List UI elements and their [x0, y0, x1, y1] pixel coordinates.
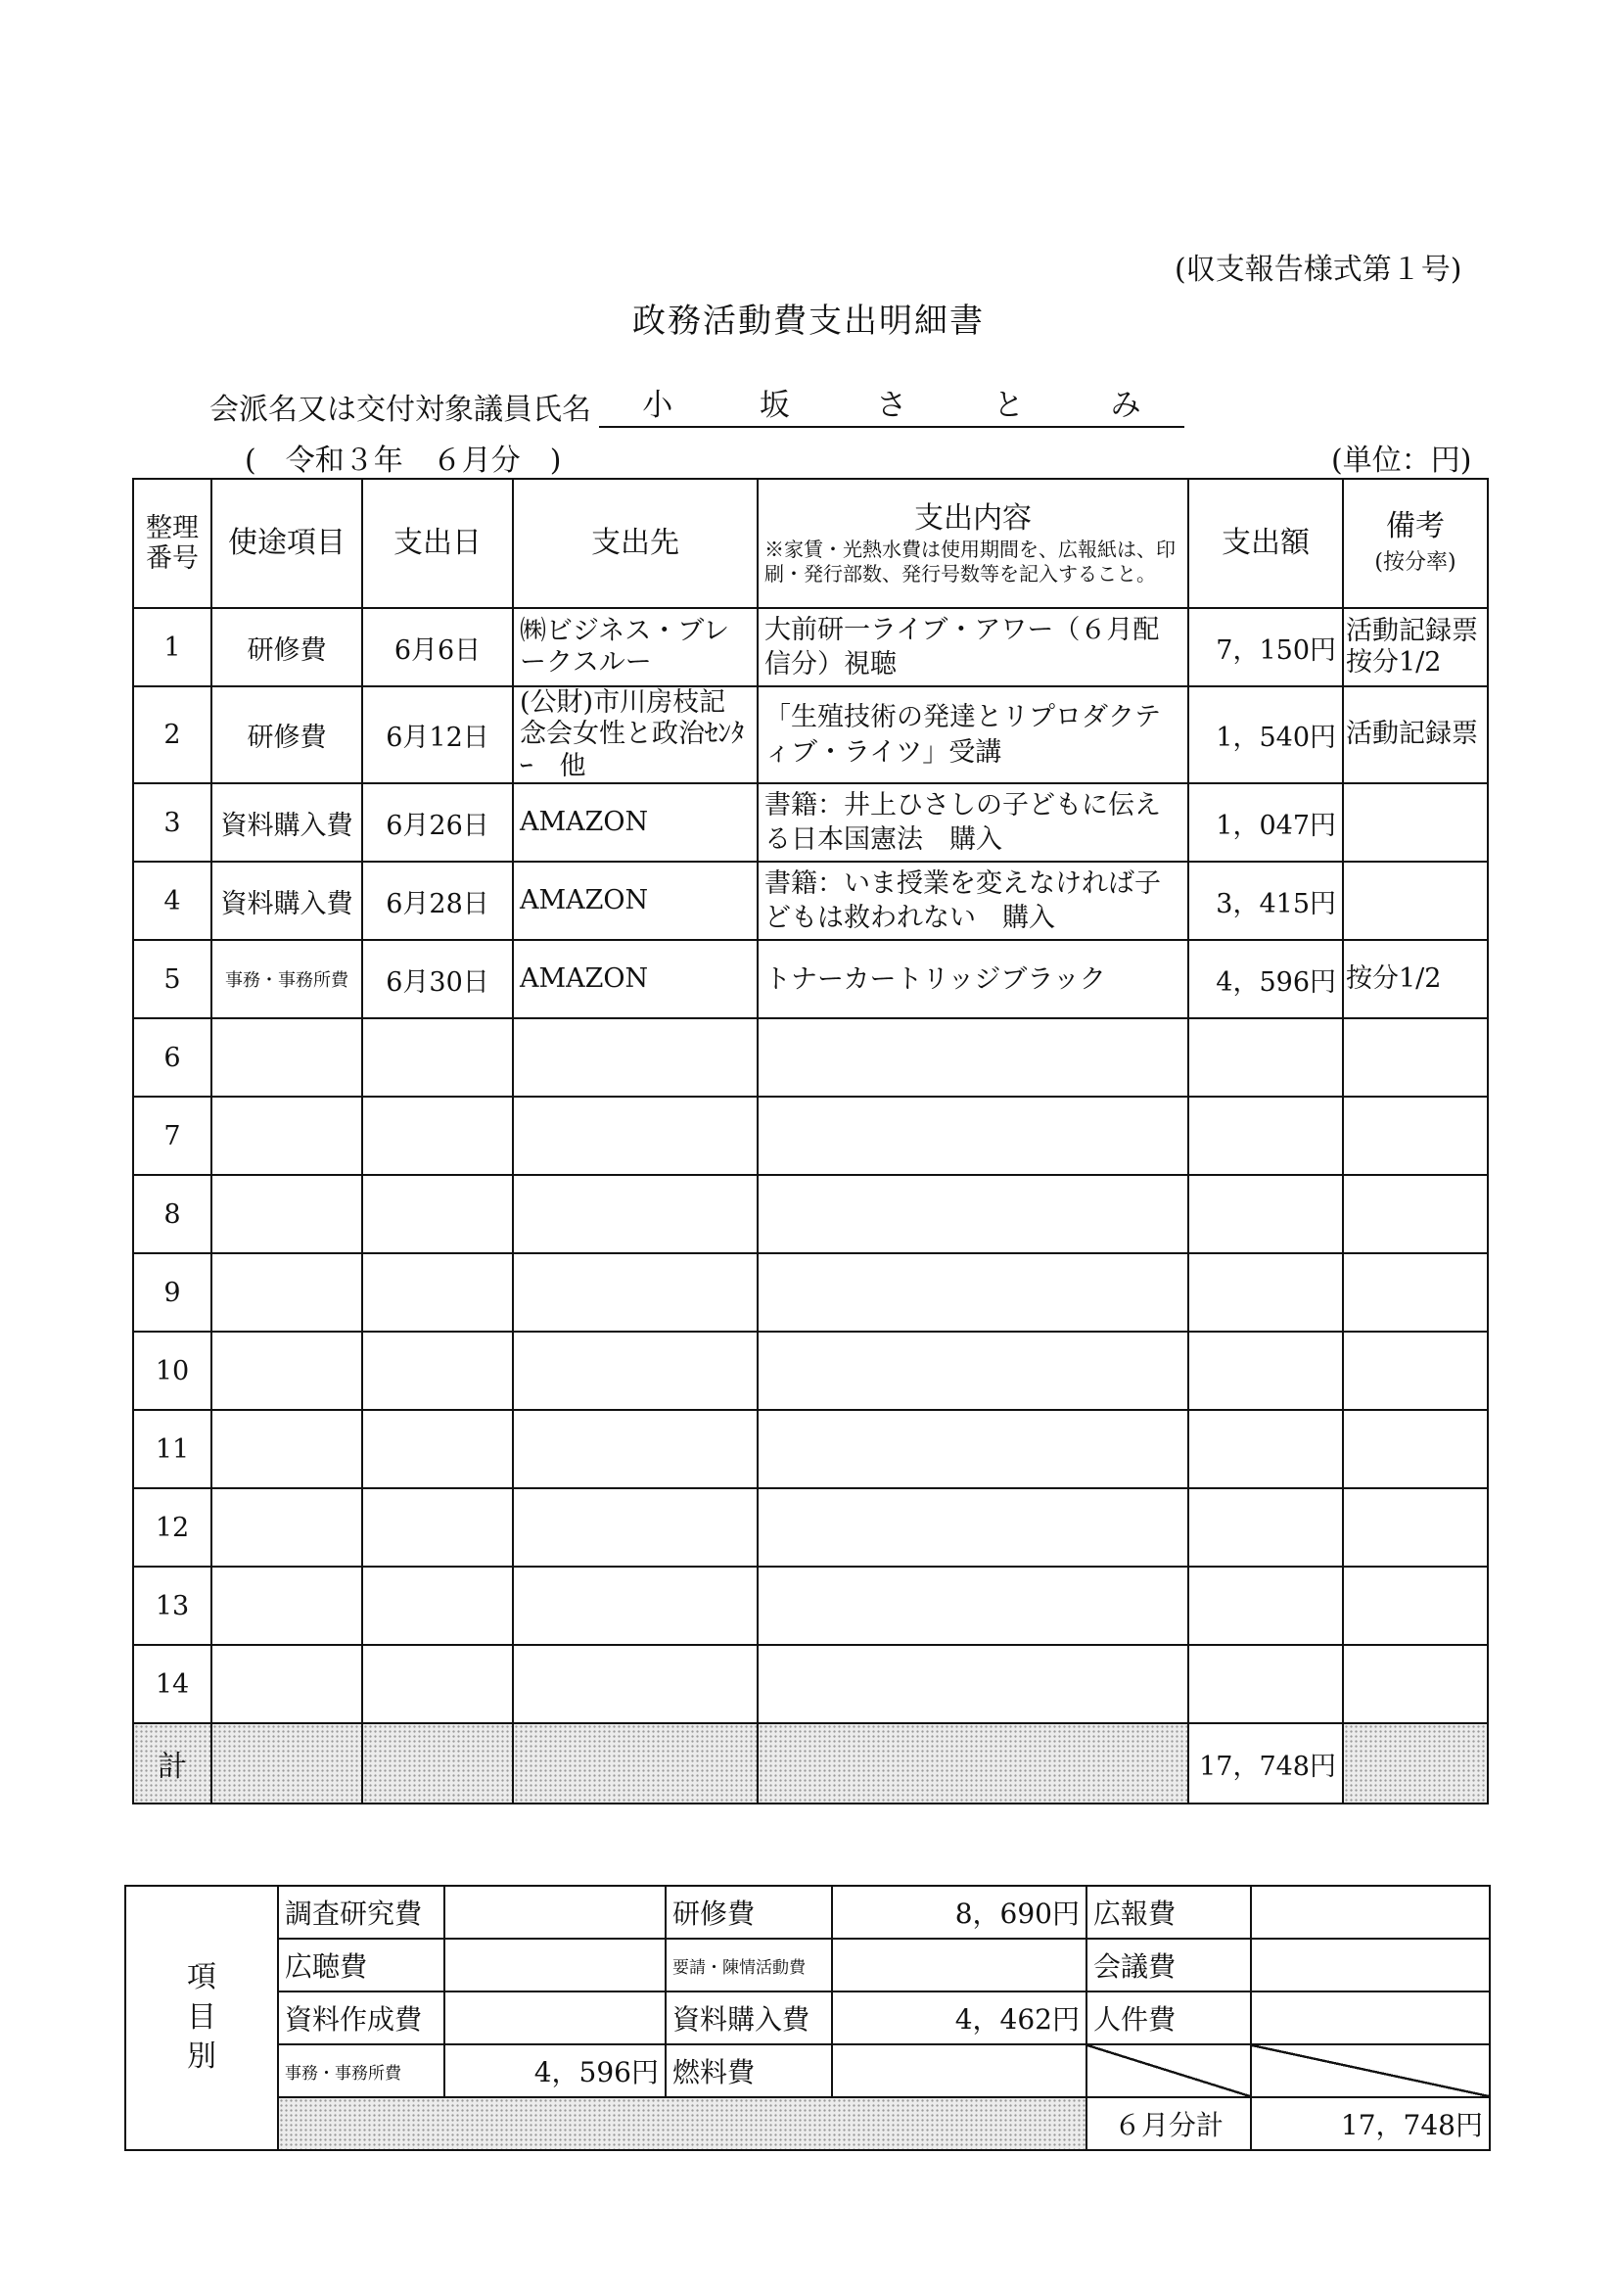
- row-item: 研修費: [211, 608, 362, 686]
- row-payee: [513, 1567, 758, 1645]
- header-remarks: [1343, 479, 1488, 608]
- row-date: [362, 1567, 513, 1645]
- row-amount: 3，415円: [1188, 862, 1343, 940]
- row-description: 「生殖技術の発達とリプロダクティブ・ライツ」受講: [758, 686, 1188, 783]
- row-date: 6月26日: [362, 783, 513, 862]
- row-item: 事務・事務所費: [211, 940, 362, 1018]
- shaded-cell: [278, 2097, 1086, 2150]
- row-date: [362, 1018, 513, 1097]
- sum-label: 資料作成費: [278, 1991, 444, 2044]
- table-row: [133, 1488, 1488, 1567]
- row-remarks: [1343, 1253, 1488, 1332]
- sum-amount: 4，596円: [444, 2044, 666, 2097]
- row-amount: [1188, 1567, 1343, 1645]
- row-payee: [513, 1097, 758, 1175]
- table-row: [133, 940, 1488, 1018]
- row-description: 書籍：井上ひさしの子どもに伝える日本国憲法 購入: [758, 783, 1188, 862]
- row-remarks: [1343, 1488, 1488, 1567]
- row-description: トナーカートリッジブラック: [758, 940, 1188, 1018]
- row-description: [758, 1332, 1188, 1410]
- row-payee: [513, 1018, 758, 1097]
- row-item: [211, 1645, 362, 1723]
- shaded-cell: [1343, 1723, 1488, 1804]
- sum-amount: [1251, 1991, 1490, 2044]
- summary-side-text: 項目別: [187, 1960, 216, 2075]
- shaded-cell: [362, 1723, 513, 1804]
- sum-amount: [444, 1939, 666, 1991]
- row-number: 9: [133, 1253, 211, 1332]
- row-number: 1: [133, 608, 211, 686]
- header-date: 支出日: [362, 479, 513, 608]
- row-payee: (公財)市川房枝記念会女性と政治ｾﾝﾀｰ 他: [513, 686, 758, 783]
- sum-label: 広報費: [1086, 1886, 1251, 1939]
- row-date: [362, 1253, 513, 1332]
- row-amount: [1188, 1097, 1343, 1175]
- row-description: 大前研一ライブ・アワー（６月配信分）視聴: [758, 608, 1188, 686]
- summary-table: [124, 1885, 1491, 2151]
- row-payee: [513, 1410, 758, 1488]
- row-number: 6: [133, 1018, 211, 1097]
- row-payee: [513, 1488, 758, 1567]
- month-total-label: ６月分計: [1086, 2097, 1251, 2150]
- sum-amount: [444, 1886, 666, 1939]
- table-row: [133, 1410, 1488, 1488]
- row-amount: 4，596円: [1188, 940, 1343, 1018]
- row-remarks: [1343, 1332, 1488, 1410]
- sum-amount: 8，690円: [832, 1886, 1086, 1939]
- header-no: 整理番号: [133, 479, 211, 608]
- crossed-cell: [1251, 2044, 1490, 2097]
- row-item: 資料購入費: [211, 783, 362, 862]
- row-description: [758, 1018, 1188, 1097]
- row-item: [211, 1488, 362, 1567]
- sum-amount: 4，462円: [832, 1991, 1086, 2044]
- row-number: 13: [133, 1567, 211, 1645]
- row-payee: [513, 1332, 758, 1410]
- row-amount: [1188, 1018, 1343, 1097]
- row-number: 5: [133, 940, 211, 1018]
- row-remarks: [1343, 1018, 1488, 1097]
- table-row: [133, 1567, 1488, 1645]
- total-label: 計: [133, 1723, 211, 1804]
- expense-table: [132, 478, 1489, 1804]
- row-item: [211, 1175, 362, 1253]
- table-row: [133, 1253, 1488, 1332]
- shaded-cell: [758, 1723, 1188, 1804]
- table-row: [133, 862, 1488, 940]
- sum-label: 会議費: [1086, 1939, 1251, 1991]
- header-payee: 支出先: [513, 479, 758, 608]
- table-row: [133, 686, 1488, 783]
- row-date: [362, 1410, 513, 1488]
- header-content: [758, 479, 1188, 608]
- header-item: 使途項目: [211, 479, 362, 608]
- row-date: 6月28日: [362, 862, 513, 940]
- header-amount: 支出額: [1188, 479, 1343, 608]
- row-amount: 7，150円: [1188, 608, 1343, 686]
- name-char: 小: [642, 388, 673, 423]
- row-description: [758, 1175, 1188, 1253]
- name-char: み: [1110, 388, 1141, 423]
- total-row: [133, 1723, 1488, 1804]
- sum-amount: [1251, 1886, 1490, 1939]
- month-total-amount: 17，748円: [1251, 2097, 1490, 2150]
- row-remarks: 按分1/2: [1343, 940, 1488, 1018]
- member-name: [599, 380, 1184, 428]
- row-description: [758, 1488, 1188, 1567]
- table-row: [133, 1097, 1488, 1175]
- row-date: [362, 1332, 513, 1410]
- row-amount: [1188, 1645, 1343, 1723]
- name-char: さ: [876, 388, 907, 423]
- sum-label: 広聴費: [278, 1939, 444, 1991]
- row-number: 2: [133, 686, 211, 783]
- row-amount: 1，540円: [1188, 686, 1343, 783]
- row-item: [211, 1253, 362, 1332]
- row-item: [211, 1332, 362, 1410]
- row-remarks: 活動記録票: [1343, 686, 1488, 783]
- sum-amount: [832, 1939, 1086, 1991]
- row-date: [362, 1488, 513, 1567]
- summary-side-label: [125, 1886, 278, 2150]
- header-content-note: ※家賃・光熱水費は使用期間を、広報紙は、印刷・発行部数、発行号数等を記入すること。: [764, 537, 1176, 586]
- row-amount: 1，047円: [1188, 783, 1343, 862]
- row-number: 7: [133, 1097, 211, 1175]
- row-number: 14: [133, 1645, 211, 1723]
- row-item: 研修費: [211, 686, 362, 783]
- sum-amount: [832, 2044, 1086, 2097]
- sum-amount: [444, 1991, 666, 2044]
- member-label: 会派名又は交付対象議員氏名: [209, 393, 591, 427]
- row-number: 10: [133, 1332, 211, 1410]
- row-description: [758, 1097, 1188, 1175]
- row-payee: ㈱ビジネス・ブレークスルー: [513, 608, 758, 686]
- shaded-cell: [513, 1723, 758, 1804]
- row-payee: AMAZON: [513, 783, 758, 862]
- row-number: 11: [133, 1410, 211, 1488]
- sum-label: 資料購入費: [666, 1991, 832, 2044]
- row-date: [362, 1645, 513, 1723]
- row-remarks: [1343, 783, 1488, 862]
- row-item: [211, 1410, 362, 1488]
- row-date: 6月30日: [362, 940, 513, 1018]
- row-remarks: [1343, 862, 1488, 940]
- row-description: [758, 1410, 1188, 1488]
- row-remarks: [1343, 1410, 1488, 1488]
- row-remarks: [1343, 1175, 1488, 1253]
- header-content-title: 支出内容: [914, 501, 1032, 537]
- document-title: 政務活動費支出明細書: [632, 302, 985, 341]
- currency-unit: (単位：円): [1331, 444, 1472, 478]
- row-number: 12: [133, 1488, 211, 1567]
- sum-label: 事務・事務所費: [278, 2044, 444, 2097]
- row-payee: [513, 1645, 758, 1723]
- name-char: と: [993, 388, 1025, 423]
- row-remarks: [1343, 1567, 1488, 1645]
- name-char: 坂: [759, 388, 790, 423]
- row-remarks: 活動記録票 按分1/2: [1343, 608, 1488, 686]
- row-date: [362, 1097, 513, 1175]
- row-item: [211, 1097, 362, 1175]
- sum-label: 人件費: [1086, 1991, 1251, 2044]
- row-date: [362, 1175, 513, 1253]
- row-date: 6月6日: [362, 608, 513, 686]
- row-item: 資料購入費: [211, 862, 362, 940]
- sum-label: 調査研究費: [278, 1886, 444, 1939]
- row-amount: [1188, 1488, 1343, 1567]
- row-number: 4: [133, 862, 211, 940]
- form-number: (収支報告様式第１号): [1175, 253, 1462, 287]
- table-row: [133, 1175, 1488, 1253]
- header-remarks-sub: (按分率): [1374, 550, 1456, 575]
- row-number: 3: [133, 783, 211, 862]
- row-amount: [1188, 1175, 1343, 1253]
- row-description: [758, 1567, 1188, 1645]
- row-description: [758, 1645, 1188, 1723]
- crossed-cell: [1086, 2044, 1251, 2097]
- row-amount: [1188, 1410, 1343, 1488]
- row-payee: [513, 1175, 758, 1253]
- table-row: [133, 1645, 1488, 1723]
- row-amount: [1188, 1253, 1343, 1332]
- row-remarks: [1343, 1645, 1488, 1723]
- row-payee: AMAZON: [513, 940, 758, 1018]
- row-payee: [513, 1253, 758, 1332]
- row-description: 書籍：いま授業を変えなければ子どもは救われない 購入: [758, 862, 1188, 940]
- row-item: [211, 1567, 362, 1645]
- sum-label: 要請・陳情活動費: [666, 1939, 832, 1991]
- sum-amount: [1251, 1939, 1490, 1991]
- sum-label: 燃料費: [666, 2044, 832, 2097]
- row-payee: AMAZON: [513, 862, 758, 940]
- row-description: [758, 1253, 1188, 1332]
- header-remarks-title: 備考: [1386, 508, 1445, 543]
- table-row: [133, 1018, 1488, 1097]
- table-row: [133, 1332, 1488, 1410]
- report-period: ( 令和３年 ６月分 ): [245, 444, 562, 478]
- row-number: 8: [133, 1175, 211, 1253]
- row-date: 6月12日: [362, 686, 513, 783]
- row-remarks: [1343, 1097, 1488, 1175]
- sum-label: 研修費: [666, 1886, 832, 1939]
- total-amount: 17，748円: [1188, 1723, 1343, 1804]
- row-amount: [1188, 1332, 1343, 1410]
- member-name-row: [209, 380, 1184, 428]
- table-row: [133, 783, 1488, 862]
- row-item: [211, 1018, 362, 1097]
- table-row: [133, 608, 1488, 686]
- shaded-cell: [211, 1723, 362, 1804]
